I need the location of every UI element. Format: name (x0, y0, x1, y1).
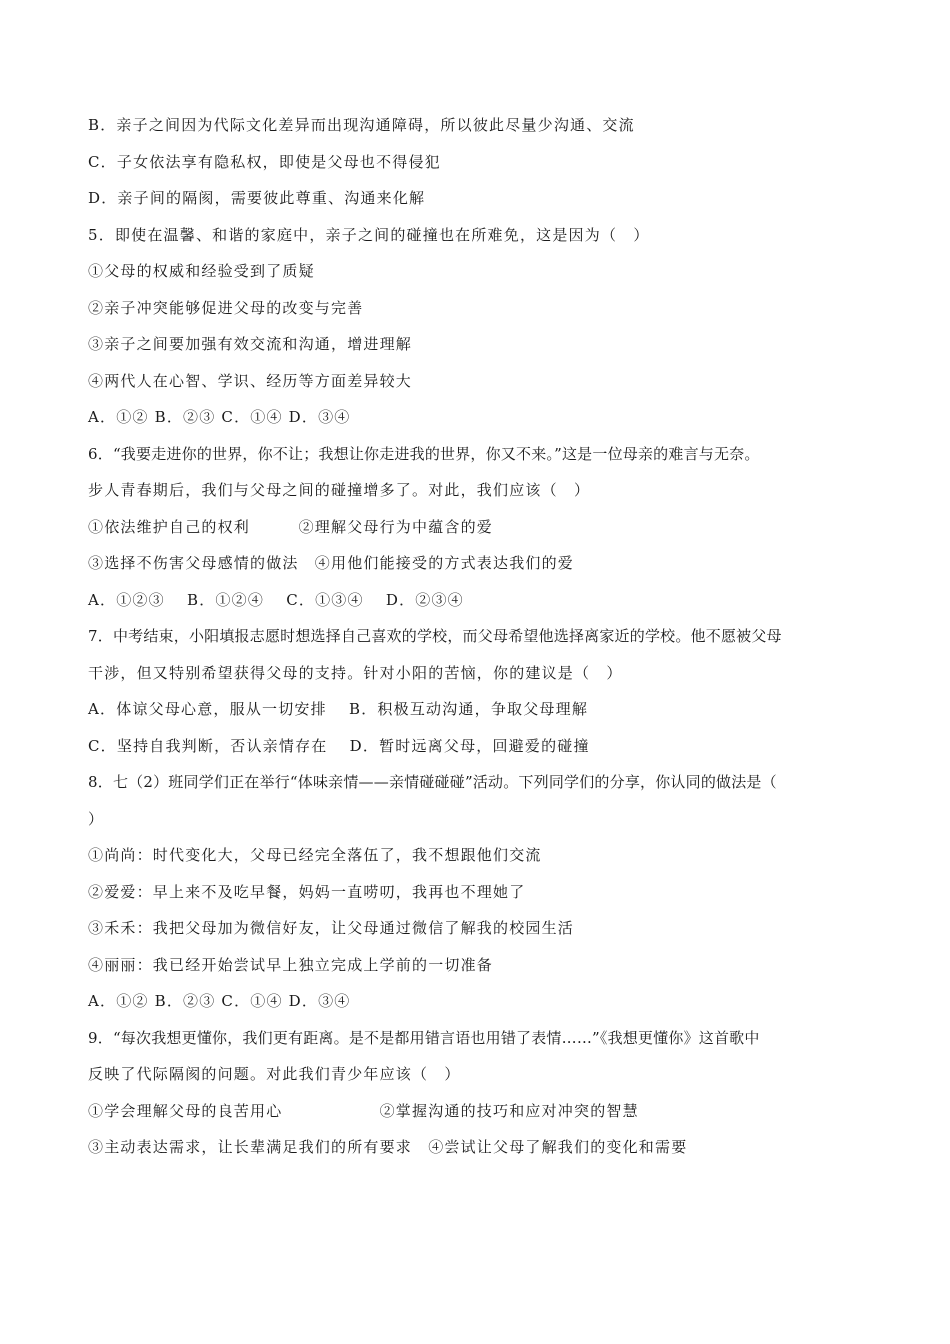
q5-item-4: ④两代人在心智、学识、经历等方面差异较大 (88, 371, 413, 390)
q6-stem-line-1: 6．“我要走进你的世界，你不让；我想让你走进我的世界，你又不来。”这是一位母亲的难言与无奈。 (88, 444, 760, 463)
q8-item-2: ②爱爱：早上来不及吃早餐，妈妈一直唠叨，我再也不理她了 (88, 882, 526, 901)
q8-stem-line-2: ） (88, 809, 105, 828)
q9-items-1-2: ①学会理解父母的良苦用心 ②掌握沟通的技巧和应对冲突的智慧 (88, 1101, 639, 1120)
q5-stem: 5．即使在温馨、和谐的家庭中，亲子之间的碰撞也在所难免，这是因为（ ） (88, 225, 650, 244)
q8-stem-line-1: 8．七（2）班同学们正在举行“体味亲情——亲情碰碰碰”活动。下列同学们的分享，你认同的做法是（ (88, 773, 777, 791)
q7-stem-line-1: 7．中考结束，小阳填报志愿时想选择自己喜欢的学校，而父母希望他选择离家近的学校。他不愿被父母 (88, 627, 782, 645)
q4-option-d: D．亲子间的隔阂，需要彼此尊重、沟通来化解 (88, 189, 426, 207)
q6-items-3-4: ③选择不伤害父母感情的做法 ④用他们能接受的方式表达我们的爱 (88, 554, 575, 572)
exam-page (88, 113, 864, 1172)
q8-item-4: ④丽丽：我已经开始尝试早上独立完成上学前的一切准备 (88, 955, 494, 974)
q8-item-3: ③禾禾：我把父母加为微信好友，让父母通过微信了解我的校园生活 (88, 919, 575, 937)
q7-stem-line-2: 干涉，但又特别希望获得父母的支持。针对小阳的苦恼，你的建议是（ ） (88, 663, 623, 682)
q4-option-c: C．子女依法享有隐私权，即使是父母也不得侵犯 (88, 152, 441, 171)
q6-choices: A．①②③ B．①②④ C．①③④ D．②③④ (88, 590, 464, 609)
q9-stem-line-1: 9．“每次我想更懂你，我们更有距离。是不是都用错言语也用错了表情……”《我想更懂你》这首歌中 (88, 1028, 760, 1047)
q5-item-2: ②亲子冲突能够促进父母的改变与完善 (88, 298, 364, 317)
q8-choices: A．①② B．②③ C．①④ D．③④ (88, 992, 351, 1010)
q7-choices-c-d: C．坚持自我判断，否认亲情存在 D．暂时远离父母，回避爱的碰撞 (88, 736, 590, 755)
q8-item-1: ①尚尚：时代变化大，父母已经完全落伍了，我不想跟他们交流 (88, 846, 542, 864)
q9-items-3-4: ③主动表达需求，让长辈满足我们的所有要求 ④尝试让父母了解我们的变化和需要 (88, 1138, 688, 1156)
q6-items-1-2: ①依法维护自己的权利 ②理解父母行为中蕴含的爱 (88, 517, 494, 536)
q6-stem-line-2: 步人青春期后，我们与父母之间的碰撞增多了。对此，我们应该（ ） (88, 481, 591, 499)
q5-item-1: ①父母的权威和经验受到了质疑 (88, 262, 315, 280)
q4-option-b: B．亲子之间因为代际文化差异而出现沟通障碍，所以彼此尽量少沟通、交流 (88, 116, 635, 134)
q5-item-3: ③亲子之间要加强有效交流和沟通，增进理解 (88, 335, 413, 353)
q5-choices: A．①② B．②③ C．①④ D．③④ (88, 408, 351, 426)
q9-stem-line-2: 反映了代际隔阂的问题。对此我们青少年应该（ ） (88, 1065, 461, 1083)
q7-choices-a-b: A．体谅父母心意，服从一切安排 B．积极互动沟通，争取父母理解 (88, 700, 589, 718)
